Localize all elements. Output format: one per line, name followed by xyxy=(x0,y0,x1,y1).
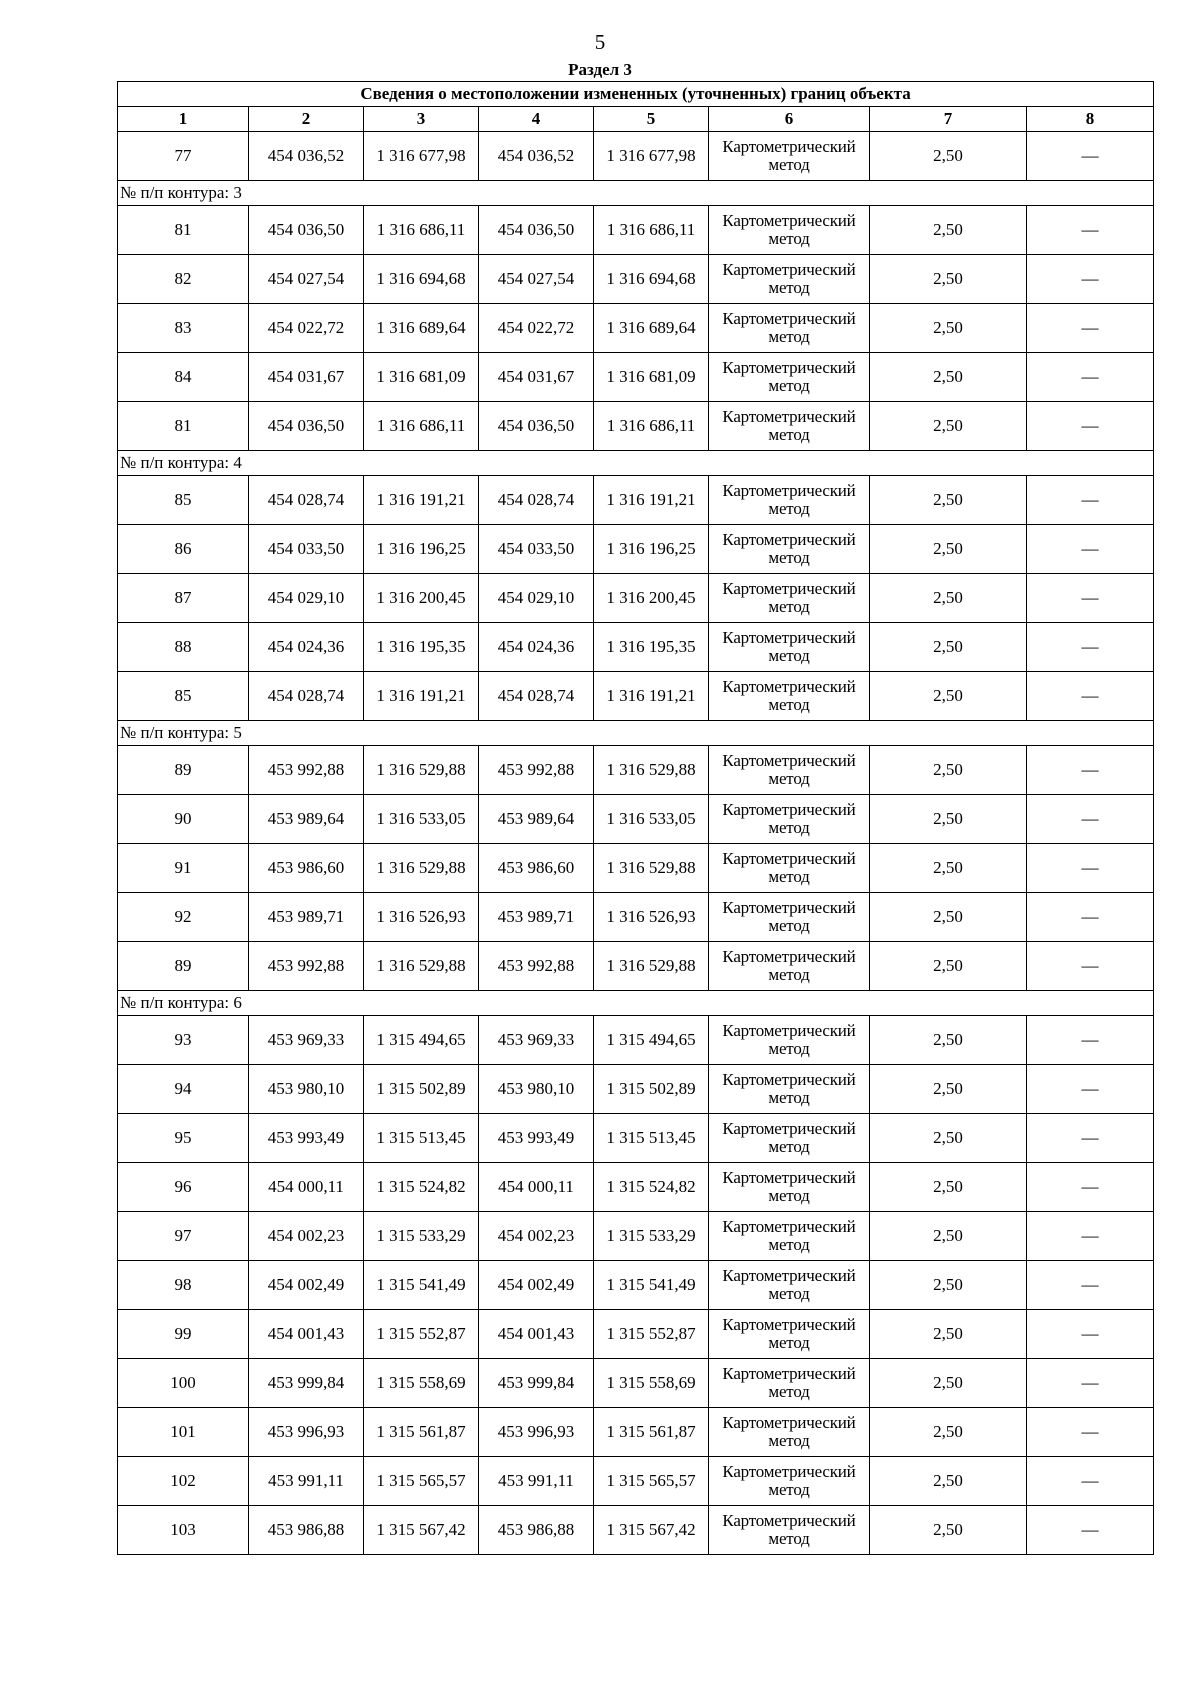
cell-method: Картометрический метод xyxy=(709,1506,870,1555)
cell-accuracy: 2,50 xyxy=(870,1212,1027,1261)
cell-y-existing: 1 315 561,87 xyxy=(364,1408,479,1457)
cell-y-new: 1 315 558,69 xyxy=(594,1359,709,1408)
cell-x-existing: 454 028,74 xyxy=(249,672,364,721)
cell-y-new: 1 316 533,05 xyxy=(594,795,709,844)
table-row xyxy=(118,1359,1154,1408)
cell-x-new: 454 000,11 xyxy=(479,1163,594,1212)
cell-method: Картометрический метод xyxy=(709,402,870,451)
cell-accuracy: 2,50 xyxy=(870,525,1027,574)
section-title: Раздел 3 xyxy=(568,60,632,79)
cell-accuracy: 2,50 xyxy=(870,1261,1027,1310)
cell-x-new: 454 036,52 xyxy=(479,132,594,181)
cell-description: — xyxy=(1027,132,1154,181)
cell-accuracy: 2,50 xyxy=(870,746,1027,795)
table-row xyxy=(118,476,1154,525)
cell-y-existing: 1 316 191,21 xyxy=(364,672,479,721)
cell-description: — xyxy=(1027,623,1154,672)
cell-description: — xyxy=(1027,574,1154,623)
cell-description: — xyxy=(1027,402,1154,451)
contour-label: № п/п контура: 4 xyxy=(118,451,1154,476)
cell-y-new: 1 316 686,11 xyxy=(594,206,709,255)
table-row xyxy=(118,402,1154,451)
table-row xyxy=(118,1506,1154,1555)
cell-x-new: 453 969,33 xyxy=(479,1016,594,1065)
column-number-8: 8 xyxy=(1027,107,1154,132)
cell-x-existing: 453 989,71 xyxy=(249,893,364,942)
cell-accuracy: 2,50 xyxy=(870,132,1027,181)
cell-x-existing: 454 036,52 xyxy=(249,132,364,181)
cell-x-existing: 454 033,50 xyxy=(249,525,364,574)
cell-point-number: 86 xyxy=(118,525,249,574)
cell-point-number: 89 xyxy=(118,942,249,991)
page-number: 5 xyxy=(594,30,606,54)
cell-accuracy: 2,50 xyxy=(870,206,1027,255)
cell-description: — xyxy=(1027,353,1154,402)
cell-method: Картометрический метод xyxy=(709,844,870,893)
cell-method: Картометрический метод xyxy=(709,795,870,844)
cell-point-number: 103 xyxy=(118,1506,249,1555)
cell-description: — xyxy=(1027,255,1154,304)
cell-accuracy: 2,50 xyxy=(870,795,1027,844)
cell-y-existing: 1 316 196,25 xyxy=(364,525,479,574)
cell-accuracy: 2,50 xyxy=(870,255,1027,304)
cell-method: Картометрический метод xyxy=(709,1016,870,1065)
cell-x-existing: 453 992,88 xyxy=(249,746,364,795)
cell-method: Картометрический метод xyxy=(709,1408,870,1457)
column-number-2: 2 xyxy=(249,107,364,132)
cell-method: Картометрический метод xyxy=(709,1261,870,1310)
cell-description: — xyxy=(1027,1310,1154,1359)
cell-y-new: 1 315 552,87 xyxy=(594,1310,709,1359)
cell-y-new: 1 315 533,29 xyxy=(594,1212,709,1261)
cell-y-new: 1 315 565,57 xyxy=(594,1457,709,1506)
cell-x-existing: 454 024,36 xyxy=(249,623,364,672)
cell-x-existing: 454 031,67 xyxy=(249,353,364,402)
cell-method: Картометрический метод xyxy=(709,476,870,525)
cell-x-new: 453 989,64 xyxy=(479,795,594,844)
cell-description: — xyxy=(1027,942,1154,991)
cell-description: — xyxy=(1027,1114,1154,1163)
cell-y-existing: 1 315 524,82 xyxy=(364,1163,479,1212)
cell-point-number: 89 xyxy=(118,746,249,795)
cell-y-existing: 1 315 567,42 xyxy=(364,1506,479,1555)
column-number-3: 3 xyxy=(364,107,479,132)
column-number-1: 1 xyxy=(118,107,249,132)
cell-y-existing: 1 315 494,65 xyxy=(364,1016,479,1065)
cell-method: Картометрический метод xyxy=(709,1212,870,1261)
cell-description: — xyxy=(1027,1359,1154,1408)
cell-y-existing: 1 316 686,11 xyxy=(364,206,479,255)
table-row xyxy=(118,893,1154,942)
cell-x-new: 454 036,50 xyxy=(479,206,594,255)
contour-header-row xyxy=(118,451,1154,476)
cell-accuracy: 2,50 xyxy=(870,1457,1027,1506)
cell-y-new: 1 316 195,35 xyxy=(594,623,709,672)
table-row xyxy=(118,206,1154,255)
table-row xyxy=(118,132,1154,181)
contour-header-row xyxy=(118,721,1154,746)
cell-y-existing: 1 315 541,49 xyxy=(364,1261,479,1310)
cell-x-new: 454 028,74 xyxy=(479,476,594,525)
cell-method: Картометрический метод xyxy=(709,1065,870,1114)
cell-point-number: 97 xyxy=(118,1212,249,1261)
column-number-7: 7 xyxy=(870,107,1027,132)
cell-x-existing: 454 002,49 xyxy=(249,1261,364,1310)
cell-y-new: 1 316 196,25 xyxy=(594,525,709,574)
cell-accuracy: 2,50 xyxy=(870,844,1027,893)
cell-y-existing: 1 316 694,68 xyxy=(364,255,479,304)
cell-y-existing: 1 315 513,45 xyxy=(364,1114,479,1163)
cell-description: — xyxy=(1027,1016,1154,1065)
cell-description: — xyxy=(1027,746,1154,795)
cell-description: — xyxy=(1027,1506,1154,1555)
cell-point-number: 83 xyxy=(118,304,249,353)
cell-description: — xyxy=(1027,1457,1154,1506)
table-row xyxy=(118,672,1154,721)
cell-description: — xyxy=(1027,476,1154,525)
cell-x-existing: 454 036,50 xyxy=(249,402,364,451)
cell-y-new: 1 316 529,88 xyxy=(594,942,709,991)
cell-x-existing: 454 029,10 xyxy=(249,574,364,623)
cell-description: — xyxy=(1027,893,1154,942)
cell-method: Картометрический метод xyxy=(709,672,870,721)
cell-method: Картометрический метод xyxy=(709,132,870,181)
cell-y-existing: 1 315 558,69 xyxy=(364,1359,479,1408)
cell-method: Картометрический метод xyxy=(709,1163,870,1212)
cell-y-new: 1 315 513,45 xyxy=(594,1114,709,1163)
table-row xyxy=(118,1016,1154,1065)
table-row xyxy=(118,1163,1154,1212)
cell-x-existing: 453 999,84 xyxy=(249,1359,364,1408)
cell-y-existing: 1 316 681,09 xyxy=(364,353,479,402)
cell-y-new: 1 315 524,82 xyxy=(594,1163,709,1212)
cell-point-number: 93 xyxy=(118,1016,249,1065)
cell-y-existing: 1 315 533,29 xyxy=(364,1212,479,1261)
cell-x-new: 453 996,93 xyxy=(479,1408,594,1457)
cell-accuracy: 2,50 xyxy=(870,1310,1027,1359)
cell-y-new: 1 315 494,65 xyxy=(594,1016,709,1065)
cell-accuracy: 2,50 xyxy=(870,1506,1027,1555)
cell-x-existing: 453 986,88 xyxy=(249,1506,364,1555)
cell-point-number: 81 xyxy=(118,402,249,451)
cell-y-existing: 1 316 533,05 xyxy=(364,795,479,844)
cell-method: Картометрический метод xyxy=(709,304,870,353)
table-row xyxy=(118,1114,1154,1163)
cell-x-new: 454 027,54 xyxy=(479,255,594,304)
cell-x-existing: 454 000,11 xyxy=(249,1163,364,1212)
cell-y-existing: 1 316 686,11 xyxy=(364,402,479,451)
cell-y-existing: 1 315 502,89 xyxy=(364,1065,479,1114)
cell-accuracy: 2,50 xyxy=(870,1359,1027,1408)
cell-y-new: 1 315 561,87 xyxy=(594,1408,709,1457)
cell-x-new: 453 999,84 xyxy=(479,1359,594,1408)
cell-y-existing: 1 316 200,45 xyxy=(364,574,479,623)
cell-x-existing: 453 993,49 xyxy=(249,1114,364,1163)
table-row xyxy=(118,746,1154,795)
cell-x-new: 453 986,88 xyxy=(479,1506,594,1555)
cell-accuracy: 2,50 xyxy=(870,304,1027,353)
cell-accuracy: 2,50 xyxy=(870,1163,1027,1212)
cell-method: Картометрический метод xyxy=(709,574,870,623)
column-number-4: 4 xyxy=(479,107,594,132)
cell-y-existing: 1 316 526,93 xyxy=(364,893,479,942)
cell-x-existing: 453 986,60 xyxy=(249,844,364,893)
cell-method: Картометрический метод xyxy=(709,942,870,991)
cell-x-existing: 454 028,74 xyxy=(249,476,364,525)
cell-x-new: 453 989,71 xyxy=(479,893,594,942)
cell-point-number: 77 xyxy=(118,132,249,181)
cell-x-new: 453 993,49 xyxy=(479,1114,594,1163)
cell-point-number: 82 xyxy=(118,255,249,304)
contour-label: № п/п контура: 6 xyxy=(118,991,1154,1016)
cell-accuracy: 2,50 xyxy=(870,1114,1027,1163)
cell-y-new: 1 315 541,49 xyxy=(594,1261,709,1310)
cell-method: Картометрический метод xyxy=(709,353,870,402)
cell-x-new: 454 002,49 xyxy=(479,1261,594,1310)
cell-accuracy: 2,50 xyxy=(870,1016,1027,1065)
table-row xyxy=(118,1261,1154,1310)
cell-y-existing: 1 316 529,88 xyxy=(364,942,479,991)
cell-y-new: 1 316 686,11 xyxy=(594,402,709,451)
table-row xyxy=(118,623,1154,672)
cell-y-new: 1 316 191,21 xyxy=(594,672,709,721)
cell-point-number: 81 xyxy=(118,206,249,255)
boundary-coordinates-table xyxy=(117,81,1154,1555)
cell-x-new: 454 029,10 xyxy=(479,574,594,623)
cell-y-new: 1 316 677,98 xyxy=(594,132,709,181)
table-row xyxy=(118,795,1154,844)
table-row xyxy=(118,1457,1154,1506)
cell-description: — xyxy=(1027,1163,1154,1212)
cell-y-existing: 1 315 552,87 xyxy=(364,1310,479,1359)
cell-point-number: 91 xyxy=(118,844,249,893)
cell-x-existing: 453 992,88 xyxy=(249,942,364,991)
cell-x-new: 454 033,50 xyxy=(479,525,594,574)
cell-method: Картометрический метод xyxy=(709,525,870,574)
cell-y-new: 1 316 529,88 xyxy=(594,844,709,893)
cell-x-existing: 453 989,64 xyxy=(249,795,364,844)
cell-y-new: 1 315 567,42 xyxy=(594,1506,709,1555)
cell-y-existing: 1 316 529,88 xyxy=(364,746,479,795)
cell-accuracy: 2,50 xyxy=(870,672,1027,721)
cell-point-number: 101 xyxy=(118,1408,249,1457)
cell-x-new: 454 031,67 xyxy=(479,353,594,402)
cell-point-number: 88 xyxy=(118,623,249,672)
table-row xyxy=(118,844,1154,893)
cell-description: — xyxy=(1027,795,1154,844)
cell-method: Картометрический метод xyxy=(709,1359,870,1408)
column-number-5: 5 xyxy=(594,107,709,132)
cell-x-existing: 453 991,11 xyxy=(249,1457,364,1506)
cell-x-new: 454 024,36 xyxy=(479,623,594,672)
cell-accuracy: 2,50 xyxy=(870,574,1027,623)
cell-point-number: 96 xyxy=(118,1163,249,1212)
table-row xyxy=(118,304,1154,353)
cell-point-number: 85 xyxy=(118,672,249,721)
cell-y-new: 1 316 200,45 xyxy=(594,574,709,623)
table-row xyxy=(118,1065,1154,1114)
column-number-row xyxy=(118,107,1154,132)
cell-y-new: 1 316 694,68 xyxy=(594,255,709,304)
cell-y-existing: 1 316 195,35 xyxy=(364,623,479,672)
table-body xyxy=(118,132,1154,1555)
cell-x-new: 453 986,60 xyxy=(479,844,594,893)
cell-accuracy: 2,50 xyxy=(870,402,1027,451)
cell-accuracy: 2,50 xyxy=(870,1065,1027,1114)
cell-description: — xyxy=(1027,844,1154,893)
table-caption: Сведения о местоположении измененных (уточненных) границ объекта xyxy=(118,82,1154,107)
cell-accuracy: 2,50 xyxy=(870,476,1027,525)
cell-method: Картометрический метод xyxy=(709,255,870,304)
cell-point-number: 98 xyxy=(118,1261,249,1310)
cell-description: — xyxy=(1027,206,1154,255)
column-number-6: 6 xyxy=(709,107,870,132)
cell-x-new: 453 980,10 xyxy=(479,1065,594,1114)
table-row xyxy=(118,353,1154,402)
cell-y-existing: 1 315 565,57 xyxy=(364,1457,479,1506)
cell-x-new: 453 992,88 xyxy=(479,746,594,795)
table-row xyxy=(118,1212,1154,1261)
cell-x-existing: 454 001,43 xyxy=(249,1310,364,1359)
cell-x-existing: 453 969,33 xyxy=(249,1016,364,1065)
cell-x-existing: 454 036,50 xyxy=(249,206,364,255)
cell-x-existing: 454 002,23 xyxy=(249,1212,364,1261)
cell-x-new: 453 992,88 xyxy=(479,942,594,991)
cell-description: — xyxy=(1027,672,1154,721)
cell-description: — xyxy=(1027,1065,1154,1114)
cell-x-new: 454 002,23 xyxy=(479,1212,594,1261)
cell-x-new: 454 036,50 xyxy=(479,402,594,451)
cell-accuracy: 2,50 xyxy=(870,942,1027,991)
cell-point-number: 85 xyxy=(118,476,249,525)
cell-y-new: 1 316 191,21 xyxy=(594,476,709,525)
cell-method: Картометрический метод xyxy=(709,1457,870,1506)
cell-point-number: 90 xyxy=(118,795,249,844)
cell-y-new: 1 315 502,89 xyxy=(594,1065,709,1114)
cell-x-new: 454 022,72 xyxy=(479,304,594,353)
cell-x-new: 454 028,74 xyxy=(479,672,594,721)
cell-point-number: 102 xyxy=(118,1457,249,1506)
cell-x-existing: 453 980,10 xyxy=(249,1065,364,1114)
cell-point-number: 100 xyxy=(118,1359,249,1408)
cell-y-new: 1 316 526,93 xyxy=(594,893,709,942)
contour-header-row xyxy=(118,991,1154,1016)
cell-x-new: 453 991,11 xyxy=(479,1457,594,1506)
contour-label: № п/п контура: 5 xyxy=(118,721,1154,746)
cell-accuracy: 2,50 xyxy=(870,623,1027,672)
cell-point-number: 94 xyxy=(118,1065,249,1114)
cell-description: — xyxy=(1027,525,1154,574)
contour-label: № п/п контура: 3 xyxy=(118,181,1154,206)
table-row xyxy=(118,1408,1154,1457)
cell-method: Картометрический метод xyxy=(709,1310,870,1359)
cell-point-number: 87 xyxy=(118,574,249,623)
cell-point-number: 95 xyxy=(118,1114,249,1163)
table-row xyxy=(118,942,1154,991)
table-row xyxy=(118,574,1154,623)
contour-header-row xyxy=(118,181,1154,206)
cell-method: Картометрический метод xyxy=(709,746,870,795)
table-row xyxy=(118,1310,1154,1359)
table-row xyxy=(118,525,1154,574)
cell-accuracy: 2,50 xyxy=(870,353,1027,402)
cell-x-new: 454 001,43 xyxy=(479,1310,594,1359)
cell-accuracy: 2,50 xyxy=(870,893,1027,942)
cell-description: — xyxy=(1027,304,1154,353)
cell-x-existing: 453 996,93 xyxy=(249,1408,364,1457)
cell-description: — xyxy=(1027,1261,1154,1310)
cell-point-number: 92 xyxy=(118,893,249,942)
cell-y-existing: 1 316 677,98 xyxy=(364,132,479,181)
table-row xyxy=(118,255,1154,304)
cell-point-number: 84 xyxy=(118,353,249,402)
cell-method: Картометрический метод xyxy=(709,1114,870,1163)
cell-y-existing: 1 316 191,21 xyxy=(364,476,479,525)
cell-y-existing: 1 316 689,64 xyxy=(364,304,479,353)
cell-x-existing: 454 027,54 xyxy=(249,255,364,304)
cell-description: — xyxy=(1027,1212,1154,1261)
cell-method: Картометрический метод xyxy=(709,623,870,672)
cell-y-new: 1 316 689,64 xyxy=(594,304,709,353)
cell-y-new: 1 316 681,09 xyxy=(594,353,709,402)
cell-description: — xyxy=(1027,1408,1154,1457)
cell-y-existing: 1 316 529,88 xyxy=(364,844,479,893)
cell-x-existing: 454 022,72 xyxy=(249,304,364,353)
cell-point-number: 99 xyxy=(118,1310,249,1359)
cell-method: Картометрический метод xyxy=(709,893,870,942)
cell-accuracy: 2,50 xyxy=(870,1408,1027,1457)
cell-method: Картометрический метод xyxy=(709,206,870,255)
cell-y-new: 1 316 529,88 xyxy=(594,746,709,795)
